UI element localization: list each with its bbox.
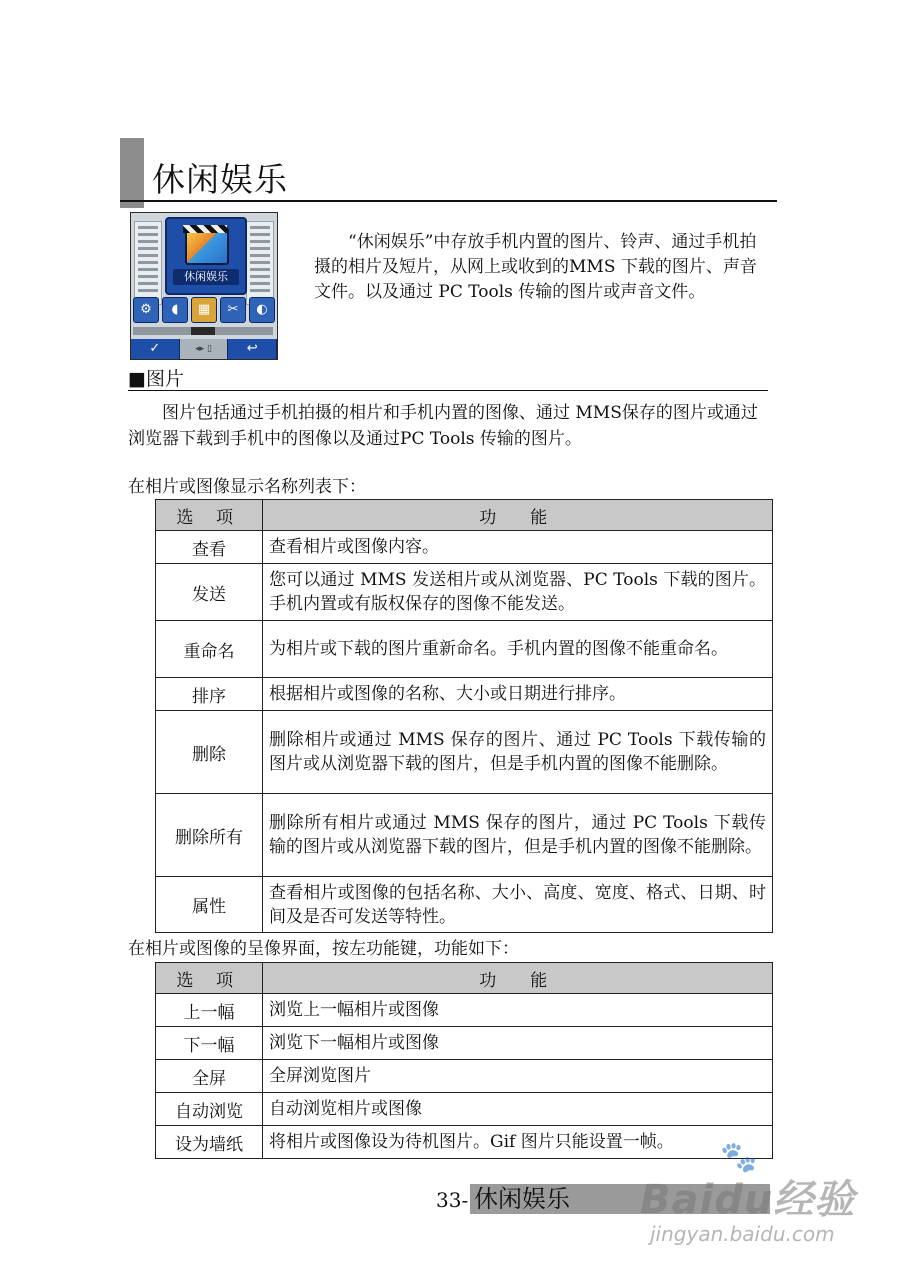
table-row [156, 564, 773, 621]
option-cell: 全屏 [156, 1060, 263, 1093]
table-row [156, 794, 773, 877]
function-cell: 查看相片或图像内容。 [263, 531, 773, 564]
function-cell: 查看相片或图像的包括名称、大小、高度、宽度、格式、日期、时间及是否可发送等特性。 [263, 877, 773, 933]
function-cell: 根据相片或图像的名称、大小或日期进行排序。 [263, 678, 773, 711]
table2-caption: 在相片或图像的呈像界面，按左功能键，功能如下： [128, 939, 519, 959]
header-function: 功 能 [263, 500, 773, 531]
watermark-brand: Baidu经验 [640, 1177, 856, 1223]
option-cell: 重命名 [156, 621, 263, 678]
page-title: 休闲娱乐 [152, 160, 288, 199]
function-cell: 浏览上一幅相片或图像 [263, 994, 773, 1027]
table-header-row [156, 963, 773, 994]
table-row [156, 678, 773, 711]
function-cell: 全屏浏览图片 [263, 1060, 773, 1093]
option-cell: 属性 [156, 877, 263, 933]
option-cell: 发送 [156, 564, 263, 621]
clapper-stripe [183, 225, 227, 233]
footer-title: 休闲娱乐 [474, 1185, 570, 1213]
option-cell: 查看 [156, 531, 263, 564]
option-cell: 排序 [156, 678, 263, 711]
option-cell: 下一幅 [156, 1027, 263, 1060]
table-row [156, 877, 773, 933]
page-number: 33- [436, 1188, 469, 1212]
section-title: 图片 [145, 368, 184, 390]
intro-paragraph: “休闲娱乐”中存放手机内置的图片、铃声、通过手机拍摄的相片及短片，从网上或收到的MMS 下载的图片、声音文件。以及通过 PC Tools 传输的图片或声音文件。 [314, 232, 757, 302]
header-option: 选 项 [156, 500, 263, 531]
menu-label: 休闲娱乐 [173, 269, 239, 285]
table-row [156, 1093, 773, 1126]
section-paragraph: 图片包括通过手机拍摄的相片和手机内置的图像、通过 MMS保存的图片或通过浏览器下载到手机中的图像以及通过PC Tools 传输的图片。 [128, 403, 758, 449]
option-cell: 上一幅 [156, 994, 263, 1027]
function-cell: 自动浏览相片或图像 [263, 1093, 773, 1126]
option-cell: 自动浏览 [156, 1093, 263, 1126]
function-cell: 为相片或下载的图片重新命名。手机内置的图像不能重命名。 [263, 621, 773, 678]
globe-icon[interactable]: ◐ [249, 297, 275, 323]
table-row [156, 531, 773, 564]
menu-scrollbar[interactable] [133, 327, 273, 335]
speaker-icon[interactable]: ◖ [162, 297, 188, 323]
table-header-row [156, 500, 773, 531]
table-row [156, 711, 773, 794]
header-function: 功 能 [263, 963, 773, 994]
function-cell: 将相片或图像设为待机图片。Gif 图片只能设置一帧。 [263, 1126, 773, 1159]
table1-caption: 在相片或图像显示名称列表下： [128, 477, 366, 497]
gear-icon[interactable]: ⚙ [133, 297, 159, 323]
left-scroll-panel [134, 221, 162, 305]
entertainment-menu-icon[interactable] [165, 217, 247, 295]
header-option: 选 项 [156, 963, 263, 994]
tools-icon[interactable]: ✂ [220, 297, 246, 323]
function-cell: 浏览下一幅相片或图像 [263, 1027, 773, 1060]
clapper-icon[interactable]: ▦ [191, 297, 217, 323]
menu-icon-row [133, 297, 275, 323]
function-cell: 您可以通过 MMS 发送相片或从浏览器、PC Tools 下载的图片。手机内置或有版权保存的图像不能发送。 [263, 564, 773, 621]
baidu-watermark [640, 1140, 860, 1260]
nav-softkey[interactable]: ◂▸ ▯ [180, 339, 229, 359]
watermark-url: jingyan.baidu.com [650, 1222, 835, 1246]
table-row [156, 1027, 773, 1060]
title-accent-bar [120, 138, 144, 208]
table-row [156, 1060, 773, 1093]
option-cell: 删除所有 [156, 794, 263, 877]
ok-softkey[interactable]: ✓ [131, 339, 180, 359]
softkey-bar [131, 339, 277, 359]
option-cell: 删除 [156, 711, 263, 794]
phone-menu-screenshot [130, 212, 278, 360]
options-table-list [155, 499, 773, 933]
option-cell: 设为墙纸 [156, 1126, 263, 1159]
options-table-view [155, 962, 773, 1159]
table-row [156, 621, 773, 678]
section-heading [128, 366, 184, 392]
function-cell: 删除所有相片或通过 MMS 保存的图片，通过 PC Tools 下载传输的图片或从浏览器下载的图片，但是手机内置的图像不能删除。 [263, 794, 773, 877]
section-underline [128, 390, 768, 391]
title-underline [120, 200, 777, 202]
table-row [156, 994, 773, 1027]
right-scroll-panel [246, 221, 274, 305]
paw-icon: 🐾 [720, 1140, 758, 1175]
function-cell: 删除相片或通过 MMS 保存的图片、通过 PC Tools 下载传输的图片或从浏览器下载的图片，但是手机内置的图像不能删除。 [263, 711, 773, 794]
bullet-square-icon: ■ [128, 368, 146, 390]
back-softkey[interactable]: ↩ [228, 339, 277, 359]
scroll-thumb[interactable] [191, 327, 215, 335]
